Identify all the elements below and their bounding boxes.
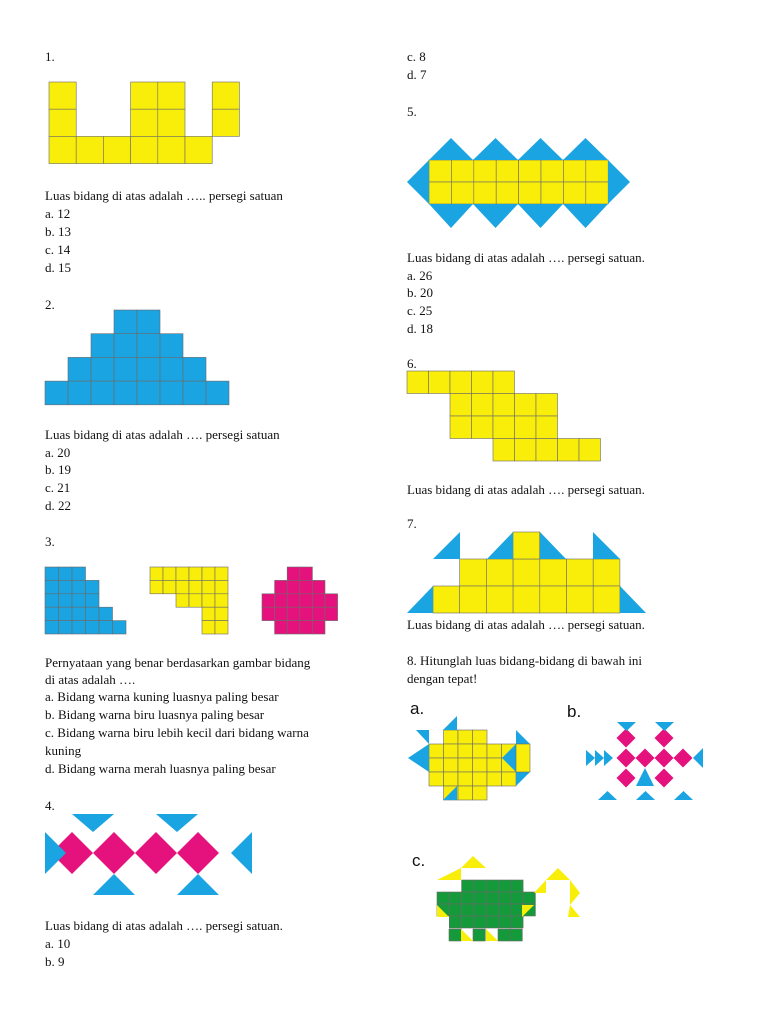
q8c-green-square: [498, 929, 510, 941]
q3-yellow-square: [150, 567, 163, 580]
q6-yellow-square: [472, 394, 494, 417]
q4-magenta-diamond: [177, 832, 219, 874]
q1-yellow-square: [158, 109, 185, 136]
q2-blue-square: [206, 381, 229, 405]
q5-yellow-square: [563, 182, 585, 204]
q8c-green-square: [511, 916, 523, 928]
q6-yellow-square: [472, 416, 494, 439]
q3-option-c-line1: c. Bidang warna biru lebih kecil dari bidang warna: [45, 725, 309, 740]
q3-question-line1: Pernyataan yang benar berdasarkan gambar bidang: [45, 655, 311, 670]
q8a-blue-triangle: [408, 744, 429, 772]
q3-yellow-square: [150, 580, 163, 593]
q8c-yellow-triangle: [534, 880, 546, 893]
q4-option-b: b. 9: [45, 954, 65, 969]
q6-yellow-square: [450, 371, 472, 394]
q5-yellow-square: [541, 160, 563, 182]
q3-blue-square: [86, 607, 100, 620]
q6-yellow-square: [493, 371, 515, 394]
q1-yellow-square: [103, 136, 130, 163]
q3-blue-square: [72, 567, 86, 580]
q8b-magenta-diamond: [617, 769, 636, 788]
q3-blue-square: [99, 621, 113, 634]
q8c-yellow-triangle: [570, 880, 580, 905]
q3-blue-square: [59, 580, 73, 593]
q5-blue-triangle: [608, 160, 630, 204]
q1-option-d: d. 15: [45, 260, 71, 275]
q3-blue-square: [45, 607, 59, 620]
q3-magenta-square: [312, 621, 325, 634]
q3-option-d: d. Bidang warna merah luasnya paling besar: [45, 761, 276, 776]
q3-blue-square: [72, 621, 86, 634]
q8c-yellow-triangle: [486, 929, 498, 941]
q8-label-b: b.: [567, 702, 582, 721]
q5-question: Luas bidang di atas adalah …. persegi satuan.: [407, 250, 645, 265]
q5-blue-triangle: [563, 138, 608, 160]
q8-label-a: a.: [410, 699, 425, 718]
q8c-yellow-triangle: [558, 868, 570, 880]
q3-blue-square: [45, 567, 59, 580]
q2-blue-square: [114, 310, 137, 334]
q3-blue-square: [113, 621, 127, 634]
q8a-yellow-square: [429, 744, 444, 758]
q7-yellow-square: [540, 559, 567, 586]
q8c-green-square: [474, 892, 486, 904]
q7-yellow-square: [433, 586, 460, 613]
q1-yellow-square: [158, 136, 185, 163]
q8c-yellow-triangle: [461, 929, 473, 941]
q8a-yellow-square: [487, 744, 502, 758]
q3-blue-square: [99, 607, 113, 620]
q2-blue-square: [114, 381, 137, 405]
q3-magenta-square: [300, 567, 313, 580]
q3-blue-square: [59, 594, 73, 607]
q5-yellow-square: [429, 182, 451, 204]
q1-yellow-square: [49, 82, 76, 109]
q8c-yellow-triangle: [437, 868, 461, 880]
q7-yellow-square: [486, 559, 513, 586]
q3-blue-square: [59, 567, 73, 580]
q8c-yellow-triangle: [461, 856, 486, 868]
q8b-blue-triangle: [674, 791, 693, 800]
q3-question-line2: di atas adalah ….: [45, 672, 136, 687]
q3-yellow-square: [176, 580, 189, 593]
q8c-yellow-triangle: [568, 905, 580, 917]
q3-magenta-square: [287, 607, 300, 620]
q8c-green-square: [449, 916, 461, 928]
q3-blue-square: [45, 580, 59, 593]
q3-yellow-square: [202, 580, 215, 593]
q2-number: 2.: [45, 297, 55, 312]
q2-option-b: b. 19: [45, 462, 71, 477]
q1-yellow-square: [49, 109, 76, 136]
q8b-magenta-diamond: [674, 749, 693, 768]
q1-yellow-square: [212, 109, 239, 136]
q8c-green-square: [499, 904, 511, 916]
q8a-blue-triangle: [416, 730, 429, 744]
q8c-green-square: [462, 892, 474, 904]
q5-blue-triangle: [407, 160, 429, 204]
q8-instruction-line1: 8. Hitunglah luas bidang-bidang di bawah ini: [407, 653, 643, 668]
q3-magenta-square: [275, 580, 288, 593]
q5-option-b: b. 20: [407, 285, 433, 300]
q3-magenta-square: [287, 580, 300, 593]
q1-option-b: b. 13: [45, 224, 71, 239]
q4-blue-triangle: [45, 832, 66, 874]
q8b-blue-triangle: [617, 722, 636, 731]
q8c-green-square: [511, 892, 523, 904]
q8c-green-square: [462, 904, 474, 916]
q6-yellow-square: [515, 394, 537, 417]
q8c-green-square: [474, 904, 486, 916]
q3-yellow-square: [189, 594, 202, 607]
q3-blue-square: [72, 607, 86, 620]
q5-yellow-square: [474, 182, 496, 204]
q8c-green-square: [511, 904, 523, 916]
q2-blue-square: [91, 357, 114, 381]
q3-magenta-square: [262, 607, 275, 620]
q3-yellow-square: [163, 567, 176, 580]
q6-yellow-square: [579, 439, 601, 462]
q8a-yellow-square: [429, 772, 444, 786]
q2-blue-square: [137, 310, 160, 334]
q8c-yellow-triangle: [546, 868, 558, 880]
q8a-yellow-square: [458, 758, 473, 772]
q7-question: Luas bidang di atas adalah …. persegi satuan.: [407, 617, 645, 632]
q6-number: 6.: [407, 356, 417, 371]
q7-yellow-square: [513, 586, 540, 613]
q6-question: Luas bidang di atas adalah …. persegi satuan.: [407, 482, 645, 497]
q8a-blue-triangle: [443, 716, 457, 730]
q5-blue-triangle: [563, 204, 608, 228]
q1-yellow-square: [76, 136, 103, 163]
q7-number: 7.: [407, 516, 417, 531]
q8a-blue-triangle: [516, 772, 530, 786]
q5-blue-triangle: [473, 204, 518, 228]
q7-blue-triangle: [620, 586, 646, 613]
q8b-blue-triangle: [586, 750, 595, 766]
q3-magenta-square: [275, 607, 288, 620]
q8b-blue-triangle: [598, 791, 617, 800]
q2-option-c: c. 21: [45, 480, 71, 495]
q2-blue-square: [183, 357, 206, 381]
q8c-green-square: [523, 892, 535, 904]
q1-yellow-square: [185, 136, 212, 163]
q5-blue-triangle: [429, 138, 473, 160]
q5-blue-triangle: [518, 204, 563, 228]
q5-yellow-square: [496, 182, 518, 204]
q8c-green-square: [449, 892, 461, 904]
q3-magenta-square: [287, 621, 300, 634]
q7-blue-triangle: [540, 532, 566, 559]
q6-yellow-square: [493, 394, 515, 417]
q6-yellow-square: [536, 416, 558, 439]
q4-option-a: a. 10: [45, 936, 71, 951]
q8b-blue-triangle: [655, 722, 674, 731]
q3-magenta-square: [300, 621, 313, 634]
q3-yellow-square: [176, 594, 189, 607]
q2-blue-square: [160, 334, 183, 358]
q8b-magenta-diamond: [617, 729, 636, 748]
q3-magenta-square: [262, 594, 275, 607]
q1-question: Luas bidang di atas adalah ….. persegi satuan: [45, 188, 283, 203]
q3-magenta-square: [325, 594, 338, 607]
q8c-green-square: [473, 929, 485, 941]
q3-blue-square: [86, 580, 100, 593]
q4-blue-triangle: [177, 874, 219, 895]
q2-blue-square: [91, 334, 114, 358]
q8a-yellow-square: [458, 744, 473, 758]
q3-magenta-square: [275, 621, 288, 634]
q5-yellow-square: [451, 160, 473, 182]
q2-blue-square: [137, 357, 160, 381]
q7-yellow-square: [460, 586, 487, 613]
q6-yellow-square: [450, 394, 472, 417]
q3-yellow-square: [215, 621, 228, 634]
q2-option-a: a. 20: [45, 445, 71, 460]
q8a-yellow-square: [458, 786, 473, 800]
q8c-green-square: [437, 892, 449, 904]
q8b-blue-triangle: [693, 748, 703, 768]
q8c-green-square: [499, 892, 511, 904]
q3-blue-square: [72, 580, 86, 593]
q7-yellow-square: [460, 559, 487, 586]
q3-number: 3.: [45, 534, 55, 549]
q3-magenta-square: [287, 594, 300, 607]
q3-yellow-square: [202, 607, 215, 620]
q8a-yellow-square: [444, 772, 459, 786]
q2-blue-square: [160, 357, 183, 381]
q2-blue-square: [68, 357, 91, 381]
q2-blue-square: [114, 334, 137, 358]
q5-yellow-square: [586, 160, 608, 182]
q4-blue-triangle: [72, 814, 114, 832]
q3-yellow-square: [215, 580, 228, 593]
q5-blue-triangle: [518, 138, 563, 160]
q3-option-a: a. Bidang warna kuning luasnya paling besar: [45, 689, 279, 704]
q5-yellow-square: [496, 160, 518, 182]
q5-yellow-square: [586, 182, 608, 204]
q3-yellow-square: [202, 567, 215, 580]
q6-yellow-square: [493, 416, 515, 439]
q4-magenta-diamond: [135, 832, 177, 874]
q3-option-c-line2: kuning: [45, 743, 82, 758]
q7-yellow-square: [486, 586, 513, 613]
q2-blue-square: [91, 381, 114, 405]
q8a-yellow-square: [502, 772, 517, 786]
q2-blue-square: [137, 381, 160, 405]
q8c-green-square: [449, 904, 461, 916]
q2-blue-square: [160, 381, 183, 405]
q7-yellow-square: [513, 532, 540, 559]
q8c-green-square: [486, 916, 498, 928]
q5-blue-triangle: [429, 204, 473, 228]
q4-number: 4.: [45, 798, 55, 813]
q3-blue-square: [72, 594, 86, 607]
q3-blue-square: [45, 621, 59, 634]
q8b-magenta-diamond: [617, 749, 636, 768]
q6-yellow-square: [536, 394, 558, 417]
q8a-yellow-square: [473, 772, 488, 786]
q8c-green-square: [486, 892, 498, 904]
q3-blue-square: [45, 594, 59, 607]
q5-blue-triangle: [473, 138, 518, 160]
q8b-magenta-diamond: [655, 729, 674, 748]
q8a-yellow-square: [487, 772, 502, 786]
q8c-green-square: [486, 904, 498, 916]
q8b-magenta-diamond: [655, 769, 674, 788]
q5-option-d: d. 18: [407, 321, 433, 336]
q5-yellow-square: [519, 182, 541, 204]
q2-option-d: d. 22: [45, 498, 71, 513]
q6-yellow-square: [407, 371, 429, 394]
q3-yellow-square: [202, 594, 215, 607]
q8-instruction-line2: dengan tepat!: [407, 671, 478, 686]
q8-label-c: c.: [412, 851, 426, 870]
q5-yellow-square: [519, 160, 541, 182]
q8a-blue-triangle: [516, 730, 530, 744]
q3-yellow-square: [202, 621, 215, 634]
q8c-green-square: [486, 880, 498, 892]
q5-yellow-square: [429, 160, 451, 182]
q3-magenta-square: [325, 607, 338, 620]
q3-yellow-square: [176, 567, 189, 580]
q8a-yellow-square: [473, 786, 488, 800]
q1-yellow-square: [131, 82, 158, 109]
q6-yellow-square: [515, 416, 537, 439]
q6-yellow-square: [515, 439, 537, 462]
q8b-blue-triangle: [636, 768, 654, 786]
q7-blue-triangle: [593, 532, 620, 559]
q7-blue-triangle: [487, 532, 513, 559]
q4-question: Luas bidang di atas adalah …. persegi satuan.: [45, 918, 283, 933]
q8b-blue-triangle: [636, 791, 655, 800]
q8c-green-square: [499, 880, 511, 892]
q3-yellow-square: [215, 607, 228, 620]
q8a-yellow-square: [444, 744, 459, 758]
q8b-magenta-diamond: [655, 749, 674, 768]
q4-option-d: d. 7: [407, 67, 427, 82]
q8a-yellow-square: [473, 758, 488, 772]
q3-magenta-square: [312, 607, 325, 620]
q8c-green-square: [462, 880, 474, 892]
q2-question: Luas bidang di atas adalah …. persegi satuan: [45, 427, 280, 442]
q6-yellow-square: [558, 439, 580, 462]
q5-yellow-square: [541, 182, 563, 204]
q5-yellow-square: [474, 160, 496, 182]
q8c-green-square: [511, 880, 523, 892]
q4-blue-triangle: [156, 814, 198, 832]
q3-blue-square: [59, 607, 73, 620]
q4-option-c: c. 8: [407, 49, 426, 64]
q8c-green-square: [499, 916, 511, 928]
q7-yellow-square: [567, 559, 594, 586]
q8a-yellow-square: [458, 730, 473, 744]
q1-yellow-square: [131, 109, 158, 136]
q2-blue-square: [45, 381, 68, 405]
q2-blue-square: [68, 381, 91, 405]
q3-magenta-square: [300, 594, 313, 607]
q6-yellow-square: [493, 439, 515, 462]
q8c-green-square: [474, 880, 486, 892]
q3-magenta-square: [312, 580, 325, 593]
q7-yellow-square: [567, 586, 594, 613]
q8c-green-square: [510, 929, 522, 941]
q8a-yellow-square: [516, 744, 530, 772]
q1-option-a: a. 12: [45, 206, 71, 221]
q8c-green-square: [462, 916, 474, 928]
q3-blue-square: [86, 594, 100, 607]
q3-blue-square: [59, 621, 73, 634]
q3-yellow-square: [189, 580, 202, 593]
q3-magenta-square: [312, 594, 325, 607]
q3-magenta-square: [300, 607, 313, 620]
q1-yellow-square: [158, 82, 185, 109]
q6-yellow-square: [450, 416, 472, 439]
q8a-yellow-square: [473, 730, 488, 744]
q5-number: 5.: [407, 104, 417, 119]
q8a-yellow-square: [473, 744, 488, 758]
q8a-yellow-square: [444, 758, 459, 772]
q8a-yellow-square: [458, 772, 473, 786]
q8b-blue-triangle: [604, 750, 613, 766]
q7-blue-triangle: [433, 532, 460, 559]
q8a-yellow-square: [487, 758, 502, 772]
q5-option-c: c. 25: [407, 303, 433, 318]
q5-yellow-square: [563, 160, 585, 182]
q7-blue-triangle: [407, 586, 433, 613]
q1-number: 1.: [45, 49, 55, 64]
q7-yellow-square: [540, 586, 567, 613]
q4-magenta-diamond: [93, 832, 135, 874]
q3-yellow-square: [215, 594, 228, 607]
q7-yellow-square: [593, 559, 620, 586]
q4-blue-triangle: [231, 832, 252, 874]
q2-blue-square: [137, 334, 160, 358]
q7-yellow-square: [593, 586, 620, 613]
q8a-yellow-square: [444, 730, 459, 744]
q6-yellow-square: [536, 439, 558, 462]
q8c-green-square: [474, 916, 486, 928]
q3-yellow-square: [189, 567, 202, 580]
q3-blue-square: [86, 621, 100, 634]
q5-option-a: a. 26: [407, 268, 433, 283]
q3-magenta-square: [287, 567, 300, 580]
q3-magenta-square: [300, 580, 313, 593]
q1-yellow-square: [212, 82, 239, 109]
q3-yellow-square: [215, 567, 228, 580]
q8a-yellow-square: [429, 758, 444, 772]
q5-yellow-square: [451, 182, 473, 204]
q6-yellow-square: [429, 371, 451, 394]
q7-yellow-square: [513, 559, 540, 586]
q1-yellow-square: [49, 136, 76, 163]
q3-option-b: b. Bidang warna biru luasnya paling besar: [45, 707, 265, 722]
q6-yellow-square: [472, 371, 494, 394]
q8b-blue-triangle: [595, 750, 604, 766]
q3-yellow-square: [163, 580, 176, 593]
q2-blue-square: [183, 381, 206, 405]
q8c-green-square: [449, 929, 461, 941]
q8b-magenta-diamond: [636, 749, 655, 768]
q4-blue-triangle: [93, 874, 135, 895]
q3-magenta-square: [275, 594, 288, 607]
q1-option-c: c. 14: [45, 242, 71, 257]
q2-blue-square: [114, 357, 137, 381]
q1-yellow-square: [131, 136, 158, 163]
